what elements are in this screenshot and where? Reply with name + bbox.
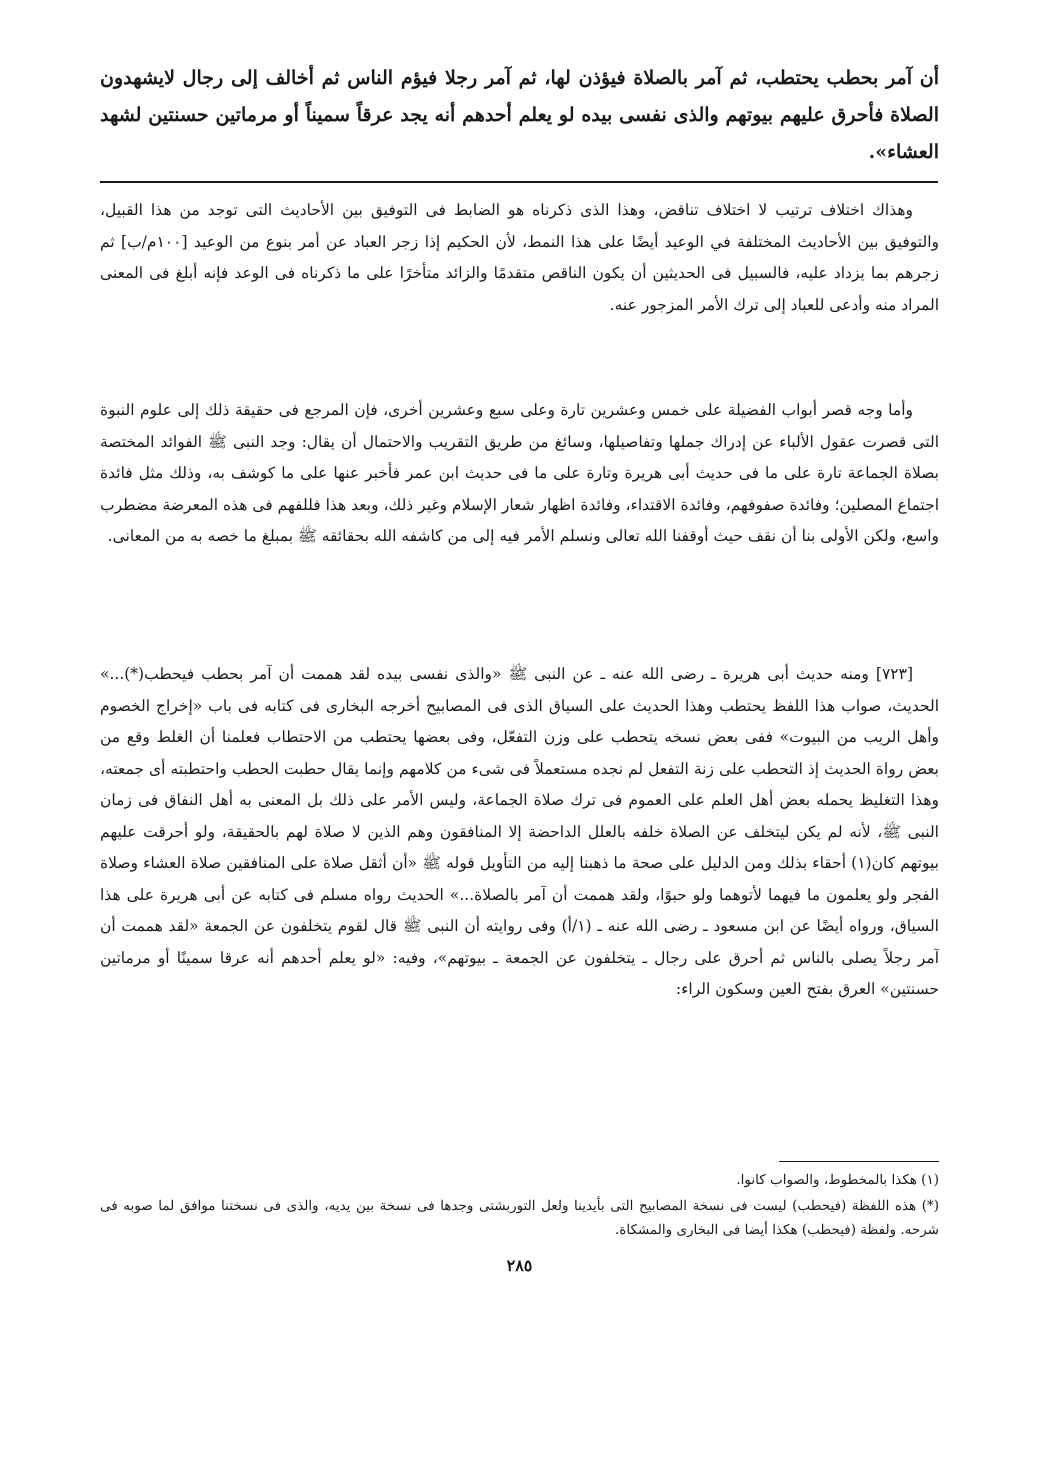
- paragraph-1: وهذاك اختلاف ترتيب لا اختلاف تناقض، وهذا الذى ذكرناه هو الضابط فى التوفيق بين الأحاديث التى توجد من هذا القبيل، والتوفيق بين الأحاديث المختلفة في الوعيد أيضًا على هذا النمط، لأن الحكيم إذا زجر العباد عن أمر بنوع من الوعيد [١٠٠م/ب] ثم زجرهم بما يزداد عليه، فالسبيل فى الحديثين أن يكون الناقص متقدمًا والزائد متأخرًا على ما ذكرناه فى الوعد فإنه أبلغ فى المعنى المراد منه وأدعى للعباد إلى ترك الأمر المزجور عنه.: [100, 201, 939, 314]
- paragraph-3: [٧٢٣] ومنه حديث أبى هريرة ـ رضى الله عنه ـ عن النبى ﷺ «والذى نفسى بيده لقد هممت أن آمر بحطب فيحطب(*)...» الحديث، صواب هذا اللفظ يحتطب وهذا الحديث على السياق الذى فى المصابيح أخرجه البخارى فى كتابه فى باب «إخراج الخصوم وأهل الريب من البيوت» ففى بعض نسخه يتحطب على وزن التفعّل، وفى بعضها يحتطب من الاحتطاب فعلمنا أن الغلط وقع من بعض رواة الحديث إذ التحطب على زنة التفعل لم نجده مستعملاً فى شىء من كلامهم وإنما يقال حطبت الحطب واحتطبته أى جمعته، وهذا التغليظ يحمله بعض أهل العلم على العموم فى ترك صلاة الجماعة، وليس الأمر على ذلك بل المعنى به أهل النفاق فى زمان النبى ﷺ، لأنه لم يكن ليتخلف عن الصلاة خلفه بالعلل الداحضة إلا المنافقون وهم الذين لا صلاة لهم بالحقيقة، ولو أحرقت عليهم بيوتهم كان(١) أحقاء بذلك ومن الدليل على صحة ما ذهبنا إليه من التأويل قوله ﷺ «أن أثقل صلاة على المنافقين صلاة العشاء وصلاة الفجر ولو يعلمون ما فيهما لأتوهما ولو حبوًا، ولقد هممت أن آمر بالصلاة...» الحديث رواه مسلم فى كتابه عن أبى هريرة على هذا السياق، ورواه أيضًا عن ابن مسعود ـ رضى الله عنه ـ (١/أ) وفى روايته أن النبى ﷺ قال لقوم يتخلفون عن الجمعة «لقد هممت أن آمر رجلاً يصلى بالناس ثم أحرق على رجال ـ يتخلفون عن الجمعة ـ بيوتهم»، وفيه: «لو يعلم أحدهم أنه عرقا سمينًا أو مرماتين حسنتين» العرق بفتح العين وسكون الراء:: [100, 665, 939, 998]
- footnotes: [100, 1168, 939, 1242]
- paragraph-2: وأما وجه قصر أبواب الفضيلة على خمس وعشرين تارة وعلى سبع وعشرين أخرى، فإن المرجع فى حقيقة ذلك إلى علوم النبوة التى قصرت عقول الألباء عن إدراك جملها وتفاصيلها، وسائغ من طريق التقريب والاحتمال أن يقال: وجد النبى ﷺ الفوائد المختصة بصلاة الجماعة تارة على ما فى حديث أبى هريرة وتارة على ما فى حديث ابن عمر فأخبر عنها على ما كوشف به، وذلك مثل فائدة اجتماع المصلين؛ وفائدة صفوفهم، وفائدة الاقتداء، وفائدة اظهار شعار الإسلام وغير ذلك، وبعد هذا فللفهم فى هذه المعرضة مضطرب واسع، ولكن الأولى بنا أن نقف حيث أوقفنا الله تعالى ونسلم الأمر فيه إلى من كاشفه الله بحقائقه ﷺ بمبلغ ما خصه به من المعانى.: [100, 401, 939, 545]
- commentary-body: [100, 195, 939, 1159]
- header-divider: [100, 181, 938, 183]
- hadith-top-block: [100, 60, 939, 173]
- hadith-text: أن آمر بحطب يحتطب، ثم آمر بالصلاة فيؤذن لها، ثم آمر رجلا فيؤم الناس ثم أخالف إلى رجال لايشهدون الصلاة فأحرق عليهم بيوتهم والذى نفسى بيده لو يعلم أحدهم أنه يجد عرقاً سميناً أو مرماتين حسنتين لشهد العشاء».: [100, 67, 939, 163]
- footnote-2: (*) هذه اللفظة (فيحطب) ليست فى نسخة المصابيح التى بأيدينا ولعل التوربشتى وجدها فى نسخة بين يديه، والذى فى نسختنا موافق لما صوبه فى شرحه. ولفظة (فيحطب) هكذا أيضا فى البخارى والمشكاة.: [100, 1198, 939, 1238]
- footnote-1: (١) هكذا بالمخطوط، والصواب كانوا.: [736, 1172, 939, 1188]
- footnote-divider: [779, 1161, 939, 1162]
- page-number: ٢٨٥: [506, 1256, 533, 1275]
